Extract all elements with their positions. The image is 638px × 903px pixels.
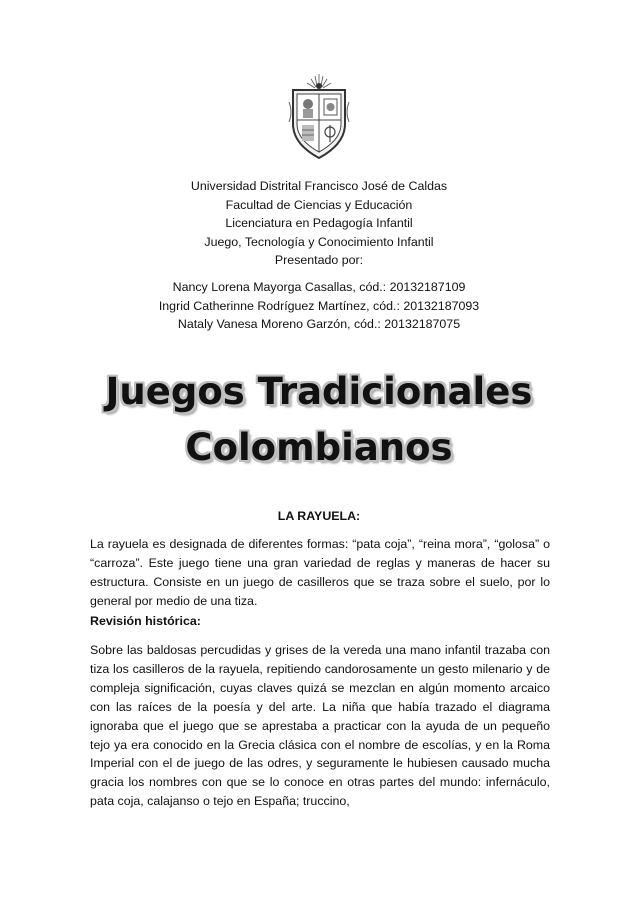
- institution-block: [0, 177, 638, 251]
- intro-paragraph: La rayuela es designada de diferentes formas: “pata coja”, “reina mora”, “golosa” o “carroza”. Este juego tiene una gran variedad de reglas y maneras de hacer su estructura. Consiste en un juego de casilleros que se traza sobre el suelo, por lo general por medio de una tiza.: [90, 537, 550, 608]
- university-crest-icon: [287, 72, 351, 162]
- authors-list: [0, 278, 638, 334]
- presented-by-label: Presentado por:: [274, 253, 364, 267]
- history-paragraph: Sobre las baldosas percudidas y grises de la vereda una mano infantil trazaba con tiza los casilleros de la rayuela, repitiendo candorosamente un gesto milenario y de compleja significación, cuyas claves quizá se mezclan en algún momento arcaico con las raíces de la poesía y del arte. La niña que había trazado el diagrama ignoraba que el juego que se aprestaba a practicar con la ayuda de un pequeño tejo ya era conocido en la Grecia clásica con el nombre de escolías, y en la Roma Imperial con el de juego de las odres, y seguramente le hubiesen causado mucha gracia los nombres con que se lo conoce en otras partes del mundo: infernáculo, pata coja, calajanso o tejo en España; truccino,: [90, 643, 550, 809]
- history-subheading: Revisión histórica:: [90, 614, 201, 628]
- program-name: Licenciatura en Pedagogía Infantil: [225, 216, 413, 231]
- section-heading: LA RAYUELA:: [277, 509, 361, 523]
- author-line: Ingrid Catherinne Rodríguez Martínez, cód.: 20132187093: [158, 298, 480, 313]
- author-line: Nataly Vanesa Moreno Garzón, cód.: 20132187075: [177, 317, 461, 332]
- faculty-name: Facultad de Ciencias y Educación: [225, 197, 413, 212]
- document-title-line-1: Juegos Tradicionales: [105, 370, 533, 413]
- course-name: Juego, Tecnología y Conocimiento Infantil: [204, 234, 434, 249]
- university-name: Universidad Distrital Francisco José de Caldas: [190, 179, 448, 193]
- author-line: Nancy Lorena Mayorga Casallas, cód.: 20132187109: [172, 280, 466, 294]
- document-title-line-2: Colombianos: [185, 426, 453, 469]
